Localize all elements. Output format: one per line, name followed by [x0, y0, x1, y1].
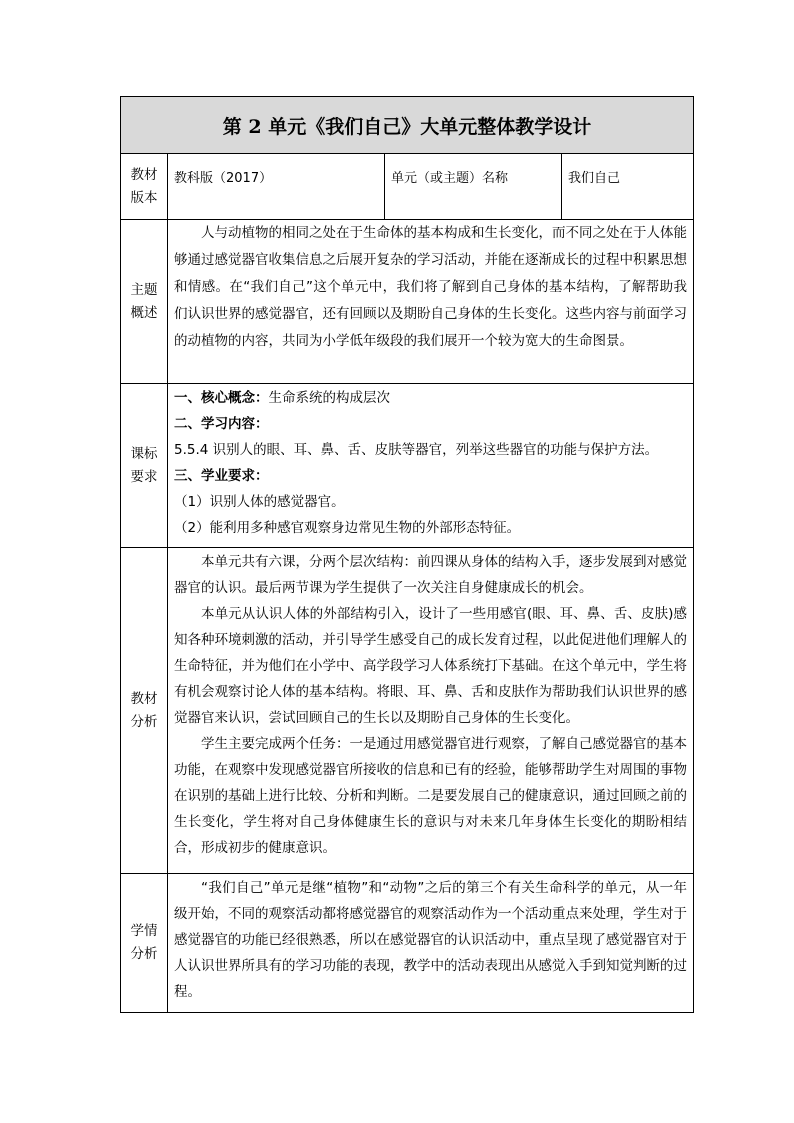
document-title: 第 2 单元《我们自己》大单元整体教学设计 — [121, 97, 694, 154]
core-text: 生命系统的构成层次 — [268, 390, 390, 406]
content-text: 5.5.4 识别人的眼、耳、鼻、舌、皮肤等器官，列举这些器官的功能与保护方法。 — [174, 442, 659, 458]
analysis-label-text: 教材 分析 — [130, 690, 158, 730]
learner-label — [121, 874, 168, 1013]
unit-name-label: 单元（或主题）名称 — [385, 154, 562, 220]
edition-label — [121, 154, 168, 220]
analysis-cell — [168, 548, 694, 874]
theme-cell — [168, 220, 694, 384]
core-heading: 一、核心概念： — [174, 390, 269, 406]
content-heading: 二、学习内容： — [174, 416, 269, 432]
requirement-1: （1）识别人体的感觉器官。 — [174, 494, 345, 510]
analysis-paragraph-3: 学生主要完成两个任务：一是通过用感觉器官进行观察，了解自己感觉器官的基本功能，在观察中发现感觉器官所接收的信息和已有的经验，能够帮助学生对周围的事物在识别的基础上进行比较、分析和判断。二是要发展自己的健康意识，通过回顾之前的生长变化，学生将对自己身体健康生长的意识与对未来几年身体生长变化的期盼相结合，形成初步的健康意识。 — [174, 736, 688, 856]
analysis-paragraph-2: 本单元从认识人体的外部结构引入，设计了一些用感官(眼、耳、鼻、舌、皮肤)感知各种环境刺激的活动，并引导学生感受自己的成长发育过程，以此促进他们理解人的生命特征，并为他们在小学中、高学段学习人体系统打下基础。在这个单元中，学生将有机会观察讨论人体的基本结构。将眼、耳、鼻、舌和皮肤作为帮助我们认识世界的感觉器官来认识，尝试回顾自己的生长以及期盼自己身体的生长变化。 — [174, 606, 688, 726]
requirement-2: （2）能利用多种感官观察身边常见生物的外部形态特征。 — [174, 520, 521, 536]
learner-cell — [168, 874, 694, 1013]
analysis-paragraph-1: 本单元共有六课，分两个层次结构：前四课从身体的结构入手，逐步发展到对感觉器官的认识。最后两节课为学生提供了一次关注自身健康成长的机会。 — [174, 554, 688, 596]
standard-label-text: 课标 要求 — [130, 445, 158, 485]
edition-value: 教科版（2017） — [168, 154, 385, 220]
standard-label — [121, 384, 168, 548]
edition-label-text: 教材 版本 — [130, 166, 158, 206]
theme-label — [121, 220, 168, 384]
unit-name-value: 我们自己 — [562, 154, 694, 220]
analysis-label — [121, 548, 168, 874]
standard-cell — [168, 384, 694, 548]
requirement-heading: 三、学业要求： — [174, 468, 269, 484]
learner-label-text: 学情 分析 — [130, 923, 158, 962]
theme-text: 人与动植物的相同之处在于生命体的基本构成和生长变化，而不同之处在于人体能够通过感觉器官收集信息之后展开复杂的学习活动，并能在逐渐成长的过程中积累思想和情感。在“我们自己”这个单元中，我们将了解到自己身体的基本结构，了解帮助我们认识世界的感觉器官，还有回顾以及期盼自己身体的生长变化。这些内容与前面学习的动植物的内容，共同为小学低年级段的我们展开一个较为宽大的生命图景。 — [174, 225, 688, 349]
lesson-plan-table — [120, 96, 694, 1013]
theme-label-text: 主题 概述 — [130, 281, 158, 321]
learner-text: “我们自己”单元是继“植物”和“动物”之后的第三个有关生命科学的单元，从一年级开始，不同的观察活动都将感觉器官的观察活动作为一个活动重点来处理，学生对于感觉器官的功能已经很熟悉，所以在感觉器官的认识活动中，重点呈现了感觉器官对于人认识世界所具有的学习功能的表现，教学中的活动表现出从感觉入手到知觉判断的过程。 — [174, 880, 688, 1000]
